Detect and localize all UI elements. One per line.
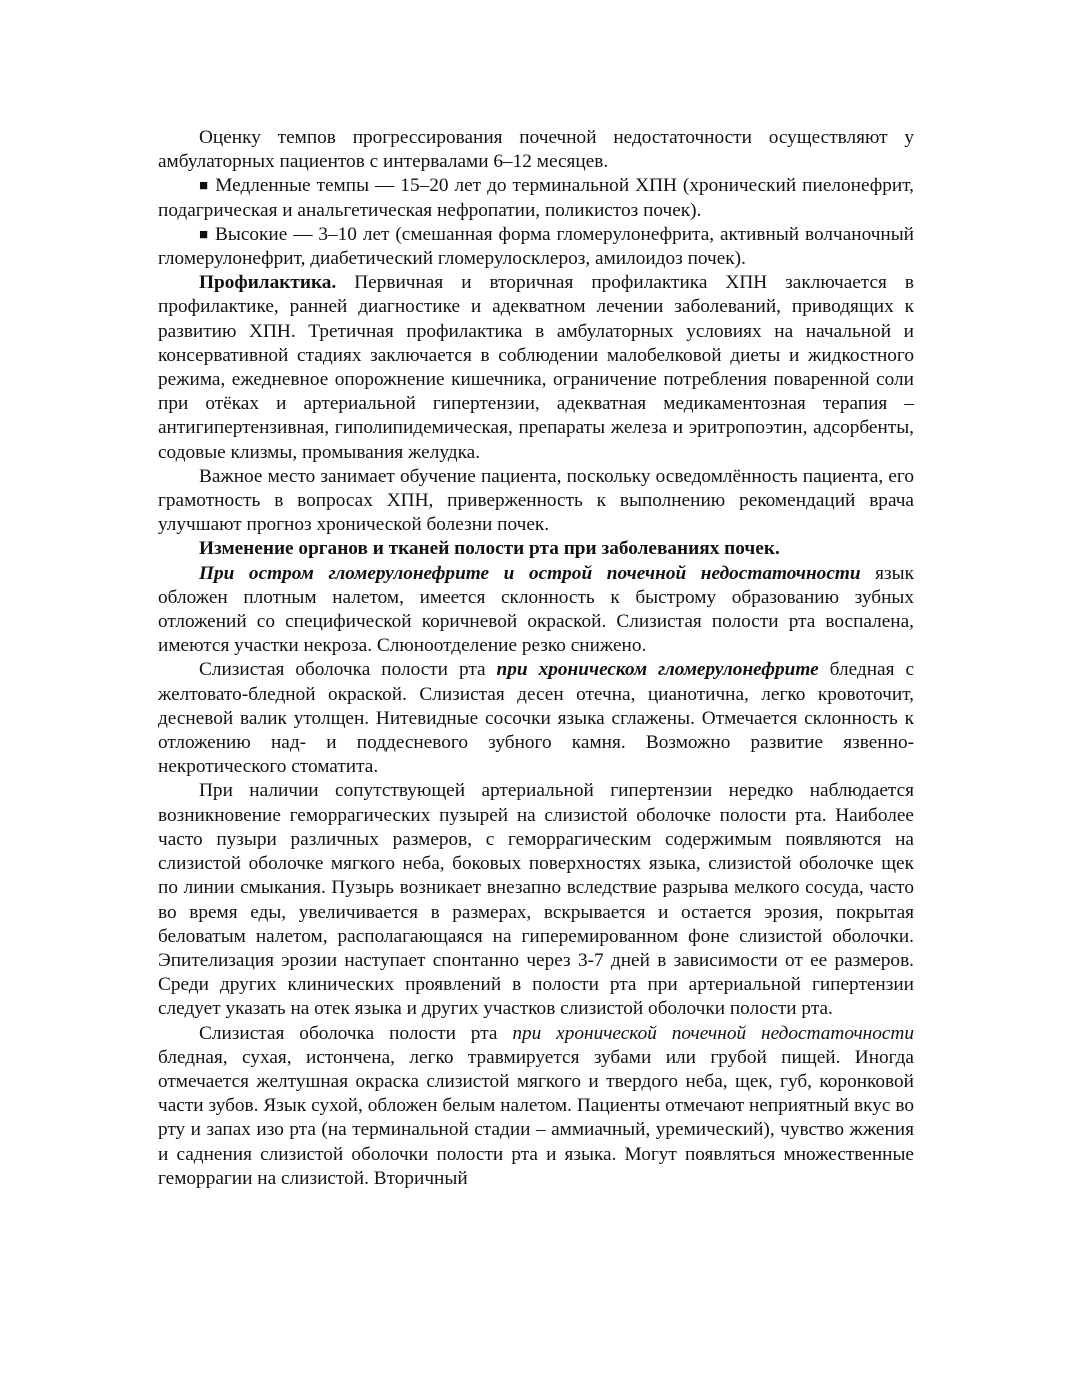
paragraph-acute-glomerulonephritis: При остром гломерулонефрите и острой почечной недостаточности язык обложен плотным налетом, имеется склонность к быстрому образованию зубных отложений со специфической коричневой окраской. Слизистая полости рта воспалена, имеются участки некроза. Слюноотделение резко снижено. xyxy=(158,562,914,657)
bullet-fast-progression: ■ Высокие — 3–10 лет (смешанная форма гломерулонефрита, активный волчаночный гломерулонефрит, диабетический гломерулосклероз, амилоидоз почек). xyxy=(158,223,914,270)
bullet-square-icon: ■ xyxy=(199,226,210,243)
bullet-square-icon: ■ xyxy=(199,178,210,195)
chronic-glomerulonephritis-term: при хроническом гломерулонефрите xyxy=(496,659,819,681)
paragraph-prevention: Профилактика. Первичная и вторичная профилактика ХПН заключается в профилактике, ранней диагностике и адекватном лечении заболеваний, приводящих к развитию ХПН. Третичная профилактика в амбулаторных условиях на начальной и консервативной стадиях заключается в соблюдении малобелковой диеты и жидкостного режима, ежедневное опорожнение кишечника, ограничение потребления поваренной соли при отёках и артериальной гипертензии, адекватная медикаментозная терапия – антигипертензивная, гиполипидемическая, препараты железа и эритропоэтин, адсорбенты, содовые клизмы, промывания желудка. xyxy=(158,272,914,463)
bullet-slow-progression: ■ Медленные темпы — 15–20 лет до терминальной ХПН (хронический пиелонефрит, подагрическая и анальгетическая нефропатии, поликистоз почек). xyxy=(158,175,914,221)
chronic-renal-failure-term: при хронической почечной недостаточности xyxy=(512,1022,915,1044)
paragraph-patient-education: Важное место занимает обучение пациента, поскольку осведомлённость пациента, его грамотность в вопросах ХПН, приверженность к выполнению рекомендаций врача улучшают прогноз хронической болезни почек. xyxy=(158,465,914,536)
paragraph-chronic-renal-failure: Слизистая оболочка полости рта при хронической почечной недостаточности бледная, сухая, истончена, легко травмируется зубами или грубой пищей. Иногда отмечается желтушная окраска слизистой мягкого и твердого неба, щек, губ, коронковой части зубов. Язык сухой, обложен белым налетом. Пациенты отмечают неприятный вкус во рту и запах изо рта (на терминальной стадии – аммиачный, уремический), чувство жжения и саднения слизистой оболочки полости рта и языка. Могут появляться множественные геморрагии на слизистой. Вторичный xyxy=(158,1022,915,1189)
paragraph-progression-assessment: Оценку темпов прогрессирования почечной недостаточности осуществляют у амбулаторных пациентов с интервалами 6–12 месяцев. xyxy=(158,127,914,173)
paragraph-chronic-glomerulonephritis: Слизистая оболочка полости рта при хроническом гломерулонефрите бледная с желтовато-бледной окраской. Слизистая десен отечна, цианотична, легко кровоточит, десневой валик утолщен. Нитевидные сосочки языка сглажены. Отмечается склонность к отложению над- и поддесневого зубного камня. Возможно развитие язвенно-некротического стоматита. xyxy=(158,659,915,778)
section-heading: Изменение органов и тканей полости рта при заболеваниях почек. xyxy=(199,538,780,560)
prevention-term: Профилактика. xyxy=(199,272,337,294)
acute-term: При остром гломерулонефрите и острой почечной недостаточности xyxy=(199,562,861,584)
paragraph-arterial-hypertension: При наличии сопутствующей артериальной гипертензии нередко наблюдается возникновение геморрагических пузырей на слизистой оболочке полости рта. Наиболее часто пузыри различных размеров, с геморрагическим содержимым появляются на слизистой оболочке мягкого неба, боковых поверхностях языка, слизистой оболочке щек по линии смыкания. Пузырь возникает внезапно вследствие разрыва мелкого сосуда, часто во время еды, увеличивается в размерах, вскрывается и остается эрозия, покрытая беловатым налетом, располагающаяся на гиперемированном фоне слизистой оболочки. Эпителизация эрозии наступает спонтанно через 3-7 дней в зависимости от ее размеров. Среди других клинических проявлений в полости рта при артериальной гипертензии следует указать на отек языка и других участков слизистой оболочки полости рта. xyxy=(158,780,914,1020)
document-page xyxy=(158,126,914,1191)
